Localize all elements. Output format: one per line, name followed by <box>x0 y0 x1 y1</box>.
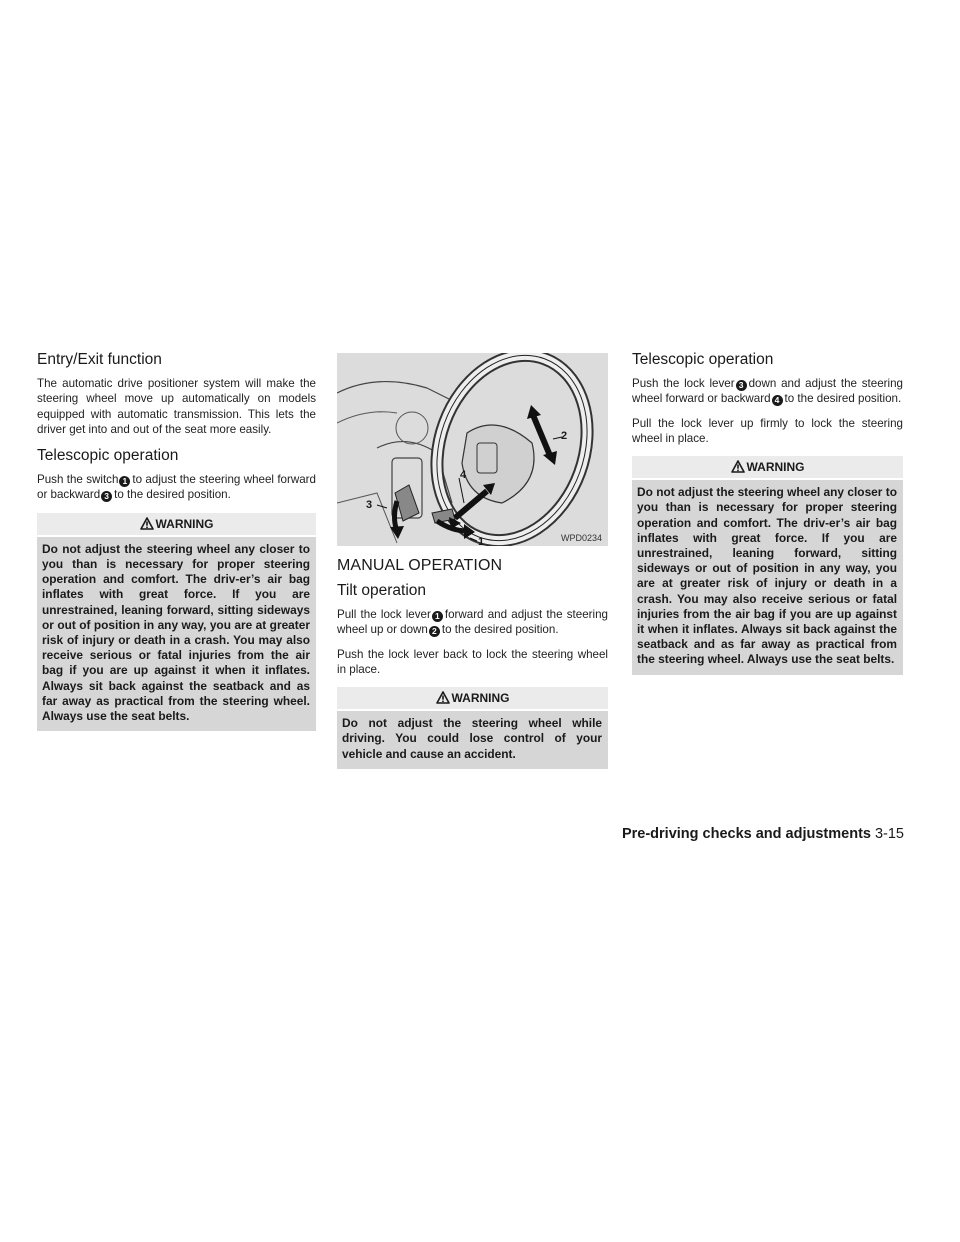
page-footer <box>584 826 904 842</box>
figure-code: WPD0234 <box>560 533 602 543</box>
callout-4-label: 4 <box>460 469 467 481</box>
manual-operation-heading: MANUAL OPERATION <box>337 557 503 574</box>
steering-wheel-drawing <box>337 353 608 546</box>
callout-marker-1: 1 <box>432 611 443 622</box>
callout-marker-1: 1 <box>119 476 130 487</box>
warning-header: WARNING <box>632 456 903 478</box>
callout-2-label: 2 <box>561 430 568 442</box>
callout-1-label: 1 <box>478 536 485 548</box>
warning-triangle-icon <box>436 691 450 704</box>
warning-header: WARNING <box>337 687 608 709</box>
telescopic-heading-2: Telescopic operation <box>632 351 774 368</box>
tilt-paragraph-1: Pull the lock lever 1 forward and adjust the steering wheel up or down 2 to the desired position. <box>337 608 608 637</box>
telescopic-paragraph-3: Pull the lock lever up firmly to lock the steering wheel in place. <box>632 416 903 445</box>
tilt-operation-heading: Tilt operation <box>337 582 427 599</box>
telescopic-paragraph-2: Push the lock lever 3 down and adjust the steering wheel forward or backward 4 to the desired position. <box>632 377 904 406</box>
warning-box-2 <box>337 687 608 769</box>
entry-exit-heading: Entry/Exit function <box>37 351 162 368</box>
warning-text: Do not adjust the steering wheel while driving. You could lose control of your vehicle and cause an accident. <box>337 711 608 769</box>
warning-box-1 <box>37 513 316 731</box>
callout-marker-3: 3 <box>736 380 747 391</box>
tilt-paragraph-2: Push the lock lever back to lock the steering wheel in place. <box>337 647 608 676</box>
callout-3-label: 3 <box>366 499 373 511</box>
page-number: 3-15 <box>874 826 904 842</box>
section-title: Pre-driving checks and adjustments <box>621 826 871 842</box>
entry-exit-paragraph: The automatic drive positioner system will make the steering wheel move up automatically on models equipped with automatic transmission. This lets the driver get into and out of the seat more easily. <box>37 377 316 436</box>
warning-box-3 <box>632 456 903 674</box>
callout-marker-3: 3 <box>101 491 112 502</box>
callout-marker-4: 4 <box>772 395 783 406</box>
warning-text: Do not adjust the steering wheel any closer to you than is necessary for proper steering operation and comfort. The driv-er’s air bag inflates with great force. If you are unrestrained, leaning forward, sitting sideways or out of position in any way, you are at greater risk of injury or death in a crash. You may also receive serious or fatal injuries from the air bag if you are up against it when it inflates. Always sit back against the seatback and as far away as practical from the steering wheel. Always use the seat belts. <box>37 537 316 731</box>
callout-marker-2: 2 <box>429 626 440 637</box>
warning-triangle-icon <box>731 460 745 473</box>
left-column <box>37 350 316 731</box>
right-column <box>632 350 903 675</box>
middle-column <box>337 353 608 769</box>
steering-wheel-illustration <box>337 353 608 546</box>
warning-text: Do not adjust the steering wheel any closer to you than is necessary for proper steering operation and comfort. The driv-er’s air bag inflates with great force. If you are unrestrained, leaning forward, sitting sideways or out of position in any way, you are at greater risk of injury or death in a crash. You may also receive serious or fatal injuries from the air bag if you are up against it when it inflates. Always sit back against the seatback and as far away as practical from the steering wheel. Always use the seat belts. <box>632 480 903 674</box>
warning-header: WARNING <box>37 513 316 535</box>
telescopic-heading-1: Telescopic operation <box>37 447 179 465</box>
warning-triangle-icon <box>140 517 154 530</box>
telescopic-paragraph-1: Push the switch 1 to adjust the steering wheel forward or backward 3 to the desired position. <box>37 473 316 502</box>
